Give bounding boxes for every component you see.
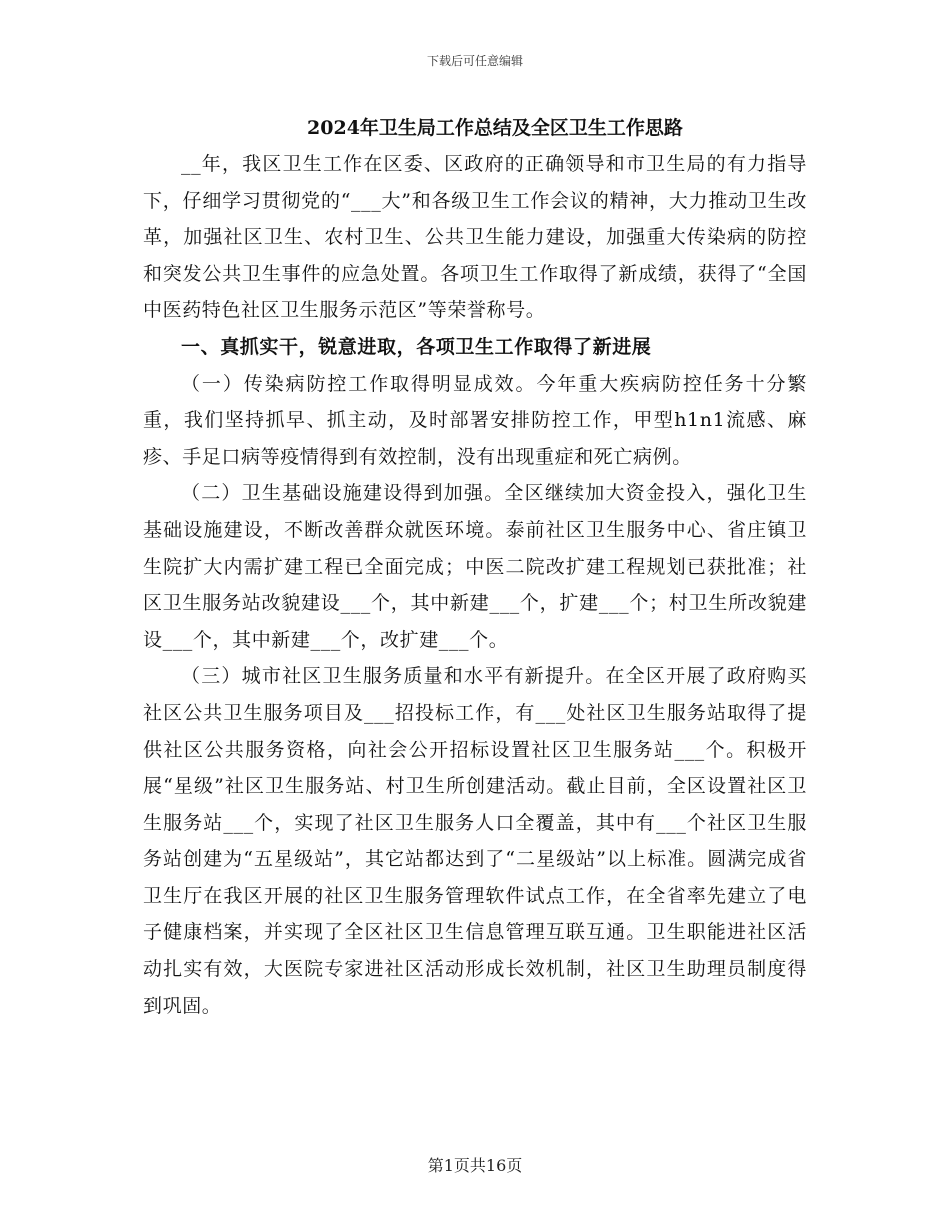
- section-heading-1: 一、真抓实干，锐意进取，各项卫生工作取得了新进展: [181, 335, 652, 358]
- page-number: 第1页共16页: [427, 1156, 523, 1175]
- document-title: 2024年卫生局工作总结及全区卫生工作思路: [307, 117, 683, 139]
- paragraph-community-health: （三）城市社区卫生服务质量和水平有新提升。在全区开展了政府购买社区公共卫生服务项目及___招投标工作，有___处社区卫生服务站取得了提供社区公共服务资格，向社会公开招标设置社区卫生服务站___个。积极开展“星级”社区卫生服务站、村卫生所创建活动。截止目前，全区设置社区卫生服务站___个，实现了社区卫生服务人口全覆盖，其中有___个社区卫生服务站创建为“五星级站”，其它站都达到了“二星级站”以上标准。圆满完成省卫生厅在我区开展的社区卫生服务管理软件试点工作，在全省率先建立了电子健康档案，并实现了全区社区卫生信息管理互联互通。卫生职能进社区活动扎实有效，大医院专家进社区活动形成长效机制，社区卫生助理员制度得到巩固。: [143, 665, 807, 1017]
- page-header-note: 下载后可任意编辑: [426, 54, 523, 68]
- document-body: [143, 110, 807, 1024]
- paragraph-intro: __年，我区卫生工作在区委、区政府的正确领导和市卫生局的有力指导下，仔细学习贯彻党的“___大”和各级卫生工作会议的精神，大力推动卫生改革，加强社区卫生、农村卫生、公共卫生能力建设，加强重大传染病的防控和突发公共卫生事件的应急处置。各项卫生工作取得了新成绩，获得了“全国中医药特色社区卫生服务示范区”等荣誉称号。: [143, 153, 807, 322]
- paragraph-infrastructure: （二）卫生基础设施建设得到加强。全区继续加大资金投入，强化卫生基础设施建设，不断改善群众就医环境。泰前社区卫生服务中心、省庄镇卫生院扩大内需扩建工程已全面完成；中医二院改扩建工程规划已获批准；社区卫生服务站改貌建设___个，其中新建___个，扩建___个；村卫生所改貌建设___个，其中新建___个，改扩建___个。: [143, 482, 807, 651]
- paragraph-disease-control: （一）传染病防控工作取得明显成效。今年重大疾病防控任务十分繁重，我们坚持抓早、抓主动，及时部署安排防控工作，甲型h1n1流感、麻疹、手足口病等疫情得到有效控制，没有出现重症和死亡病例。: [143, 372, 807, 468]
